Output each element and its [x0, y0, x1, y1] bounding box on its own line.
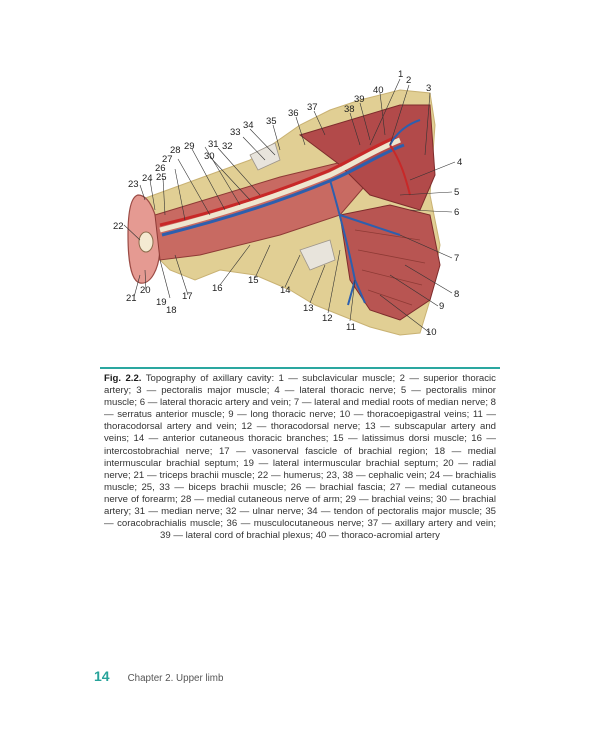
callout-7: 7 [454, 253, 460, 264]
callout-1: 1 [398, 69, 404, 80]
running-chapter-title: Chapter 2. Upper limb [127, 673, 224, 684]
callout-17: 17 [182, 291, 193, 302]
page-number: 14 [94, 668, 110, 684]
callout-4: 4 [457, 157, 463, 168]
callout-31: 31 [208, 139, 219, 150]
callout-23: 23 [128, 179, 139, 190]
callout-30: 30 [204, 151, 215, 162]
callout-39: 39 [354, 94, 365, 105]
callout-24: 24 [142, 173, 153, 184]
callout-32: 32 [222, 141, 233, 152]
callout-27: 27 [162, 154, 173, 165]
humerus-section [139, 232, 153, 252]
callout-35: 35 [266, 116, 277, 127]
callout-26: 26 [155, 163, 166, 174]
caption-divider [100, 367, 500, 369]
callout-6: 6 [454, 207, 460, 218]
callout-9: 9 [439, 301, 445, 312]
callout-8: 8 [454, 289, 460, 300]
callout-20: 20 [140, 285, 151, 296]
callout-38: 38 [344, 104, 355, 115]
callout-36: 36 [288, 108, 299, 119]
callout-19: 19 [156, 297, 167, 308]
callout-11: 11 [346, 322, 356, 333]
callout-34: 34 [243, 120, 254, 131]
callout-13: 13 [303, 303, 314, 314]
figure-caption [104, 373, 496, 542]
callout-5: 5 [454, 187, 460, 198]
callout-3: 3 [426, 83, 432, 94]
figure-label: Fig. 2.2. [104, 373, 142, 384]
callout-2: 2 [406, 75, 412, 86]
anatomical-illustration [100, 65, 500, 355]
callout-10: 10 [426, 327, 437, 338]
callout-37: 37 [307, 102, 318, 113]
callout-28: 28 [170, 145, 181, 156]
callout-40: 40 [373, 85, 384, 96]
callout-18: 18 [166, 305, 177, 316]
callout-29: 29 [184, 141, 195, 152]
callout-33: 33 [230, 127, 241, 138]
axilla-dissection-drawing [100, 65, 500, 355]
callout-25: 25 [156, 172, 167, 183]
page-footer [94, 668, 223, 686]
callout-15: 15 [248, 275, 259, 286]
callout-14: 14 [280, 285, 291, 296]
callout-16: 16 [212, 283, 223, 294]
caption-text: Topography of axillary cavity: 1 — subclavicular muscle; 2 — superior thoracic artery; 3 — pectoralis major muscle; 4 — lateral thoracic nerve; 5 — pectoralis minor muscle; 6 — lateral thoracic artery and vein; 7 — lateral and medial roots of median nerve; 8 — serratus anterior muscle; 9 — long thoracic nerve; 10 — thoracoepigastral veins; 11 — thoracodorsal artery and vein; 12 — thoracodorsal nerve; 13 — subscapular artery and veins; 14 — anterior cutaneous thoracic branches; 15 — latissimus dorsi muscle; 16 — intercostobrachial nerve; 17 — vasonerval fascicle of brachial region; 18 — medial intermuscular brachial septum; 19 — lateral intermuscular brachial septum; 20 — radial nerve; 21 — triceps brachii muscle; 22 — humerus; 23, 38 — cephalic vein; 24 — brachialis muscle; 25, 33 — biceps brachii muscle; 26 — brachial fascia; 27 — medial cutaneous nerve of forearm; 28 — medial cutaneous nerve of arm; 29 — brachial veins; 30 — brachial artery; 31 — median nerve; 32 — ulnar nerve; 34 — tendon of pectoralis major muscle; 35 — coracobrachialis muscle; 36 — musculocutaneous nerve; 37 — axillary artery and vein; 39 — lateral cord of brachial plexus; 40 — thoraco-acromial artery [104, 373, 496, 542]
callout-21: 21 [126, 293, 137, 304]
callout-12: 12 [322, 313, 333, 324]
callout-22: 22 [113, 221, 124, 232]
